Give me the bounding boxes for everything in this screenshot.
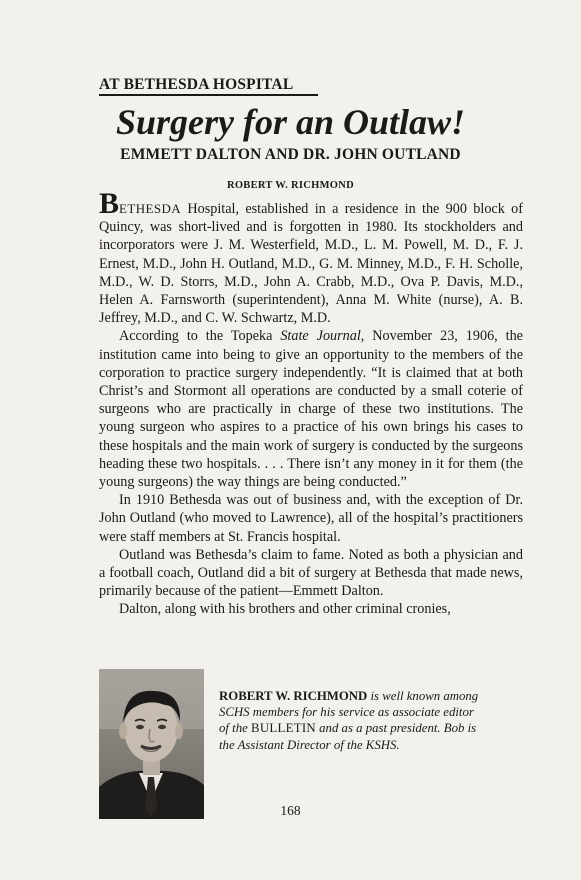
page-number: 168 bbox=[280, 803, 301, 818]
paragraph-4: Outland was Bethesda’s claim to fame. Noted as both a physician and a football coach, Outland did a bit of surgery at Bethesda that made news, primarily because of the patient—Emmett Dalton. bbox=[99, 546, 523, 600]
paragraph-1-text: Hospital, established in a residence in the 900 block of Quincy, was short-lived and is forgotten in 1980. Its stockholders and incorporators were J. M. Westerfield, M.D., L. M. Powell, M. D., F. J. Ernest, M.D., John H. Outland, M.D., G. M. Minney, M.D., F. H. Scholle, M.D., W. D. Storrs, M.D., John A. Crabb, M.D., Ova P. Davis, M.D., Helen A. Farnsworth (superintendent), Anna M. White (nurse), A. B. Jeffrey, M.D., and C. W. Schwartz, M.D. bbox=[99, 201, 523, 327]
drop-cap-continuation: ETHESDA bbox=[119, 201, 182, 216]
newspaper-name: State Journal, bbox=[280, 328, 365, 345]
article-subtitle: EMMETT DALTON AND DR. JOHN OUTLAND bbox=[120, 146, 461, 163]
author-portrait-image bbox=[99, 669, 204, 819]
author-photo bbox=[99, 669, 204, 819]
paragraph-5: Dalton, along with his brothers and other criminal cronies, bbox=[119, 601, 451, 618]
section-rule bbox=[99, 94, 318, 96]
paragraph-3: In 1910 Bethesda was out of business and, with the exception of Dr. John Outland (who moved to Lawrence), all of the hospital’s practitioners were staff members at St. Francis hospital. bbox=[99, 492, 523, 545]
paragraph-2 bbox=[99, 327, 523, 491]
author-byline: ROBERT W. RICHMOND bbox=[226, 180, 355, 191]
article-body bbox=[99, 187, 523, 619]
section-label: AT BETHESDA HOSPITAL bbox=[99, 76, 294, 93]
paragraph-2-text-a: According to the Topeka bbox=[119, 328, 281, 345]
paragraph-1 bbox=[99, 187, 523, 327]
article-title: Surgery for an Outlaw! bbox=[115, 102, 466, 142]
bio-author-name: ROBERT W. RICHMOND bbox=[219, 689, 368, 703]
paragraph-2-text-b: November 23, 1906, the institution came into being to give an opportunity to the members of the corporation to practice surgery independently. “It is claimed that at both Christ’s and Stormont all operations are conducted by a small coterie of surgeons who are practically in charge of these two institutions. The young surgeon who aspires to a practice of his own brings his cases to these hospitals and the main work of surgery is conducted by the surgeons heading these two hospitals. . . . There isn’t any money in it for them (the young surgeons) the way things are being conducted.” bbox=[99, 328, 523, 491]
author-bio bbox=[219, 688, 479, 753]
bio-bulletin-name: BULLETIN bbox=[251, 721, 316, 736]
bio-text-b: and as a past president. Bob is the Assistant Director of the KSHS. bbox=[219, 721, 477, 752]
bio-text-a: is well known among SCHS members for his service as associate editor of the bbox=[219, 689, 479, 736]
drop-cap: B bbox=[99, 187, 120, 220]
